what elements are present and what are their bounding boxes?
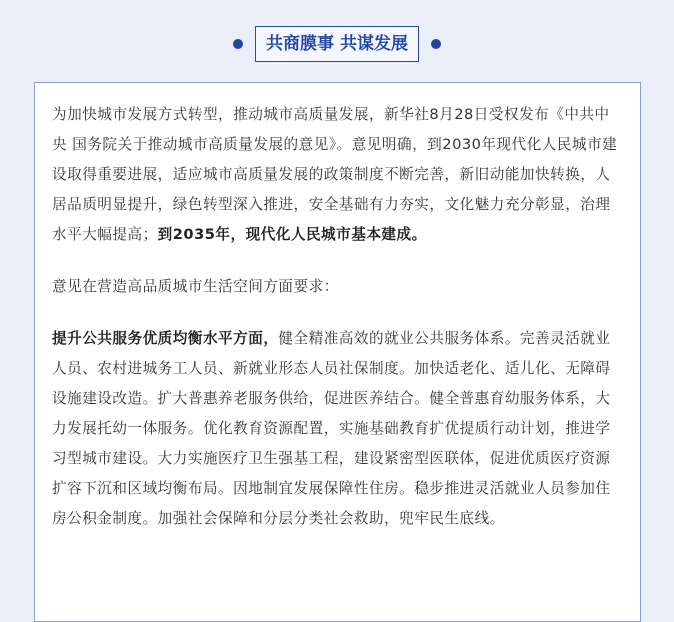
header-dot-left	[233, 39, 243, 49]
services-text: 健全精准高效的就业公共服务体系。完善灵活就业人员、农村进城务工人员、新就业形态人员社保制度。加快适老化、适儿化、无障碍设施建设改造。扩大普惠养老服务供给，促进医养结合。健全普惠育幼服务体系，大力发展托幼一体服务。优化教育资源配置，实施基础教育扩优提质行动计划，推进学习型城市建设。大力实施医疗卫生强基工程，建设紧密型医联体，促进优质医疗资源扩容下沉和区域均衡布局。因地制宜发展保障性住房。稳步推进灵活就业人员参加住房公积金制度。加强社会保障和分层分类社会救助，兜牢民生底线。	[52, 330, 611, 527]
section-header	[0, 26, 674, 62]
services-heading: 提升公共服务优质均衡水平方面，	[52, 330, 279, 347]
paragraph-services	[52, 324, 622, 534]
header-dot-right	[431, 39, 441, 49]
article-body	[52, 100, 622, 534]
section-title: 共商膜事 共谋发展	[266, 34, 408, 54]
intro-text: 为加快城市发展方式转型，推动城市高质量发展，新华社8月28日受权发布《中共中央 国务院关于推动城市高质量发展的意见》。意见明确，到2030年现代化人民城市建设取得重要进展，适应城市高质量发展的政策制度不断完善，新旧动能加快转换，人居品质明显提升，绿色转型深入推进，安全基础有力夯实，文化魅力充分彰显，治理水平大幅提高；	[52, 106, 618, 243]
paragraph-lead: 意见在营造高品质城市生活空间方面要求：	[52, 278, 339, 295]
intro-highlight: 到2035年，现代化人民城市基本建成。	[157, 226, 427, 243]
paragraph-intro	[52, 100, 622, 250]
